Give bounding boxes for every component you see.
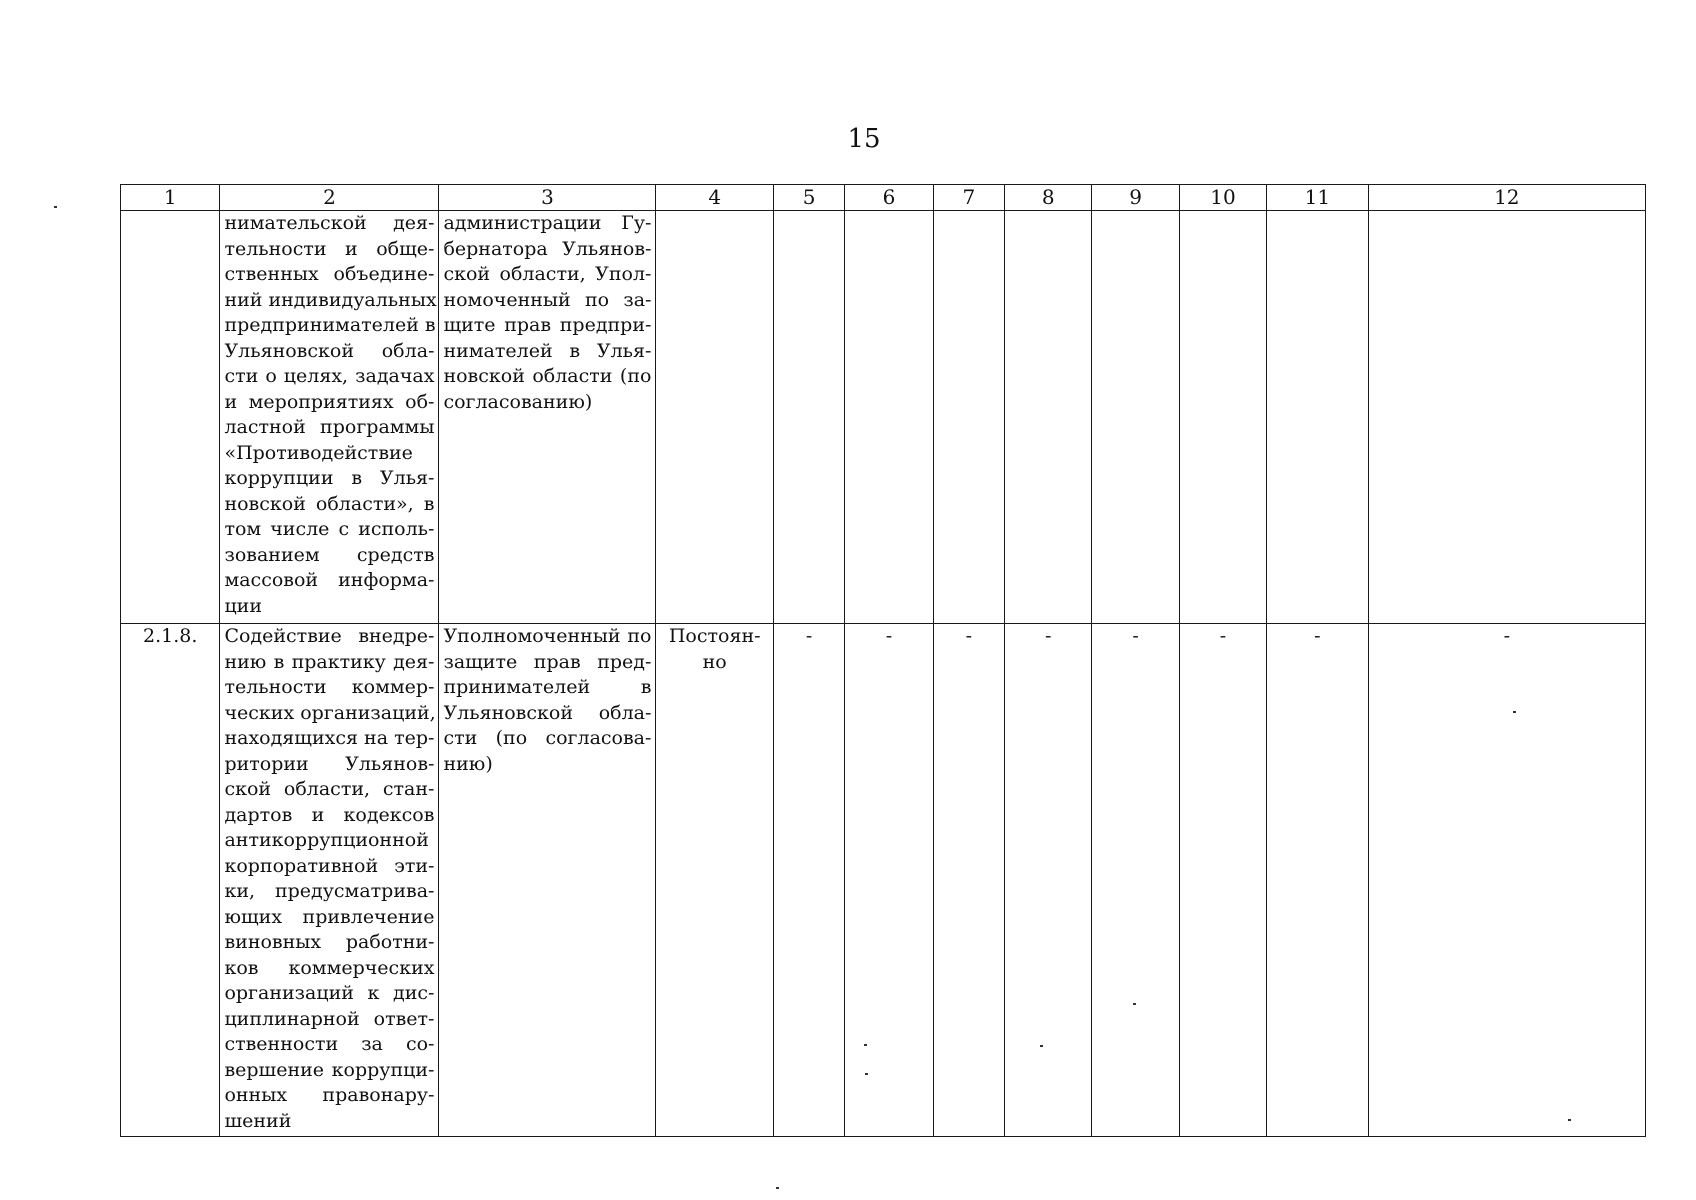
cell-text-line: находящихся на тер- (224, 727, 435, 749)
cell-text-line: ской области, стан- (224, 778, 435, 800)
cell-text-line: нимателей в Улья- (443, 339, 652, 362)
cell-text-line: онных правонару- (224, 1084, 435, 1106)
header-col-10: 10 (1179, 185, 1266, 211)
cell-text-line: но (702, 650, 727, 673)
header-col-4: 4 (656, 185, 774, 211)
cell-text-line: номоченный по за- (443, 288, 652, 311)
header-row (121, 185, 1646, 211)
cell-text-line: виновных работни- (224, 931, 435, 953)
value-cell-11 (1267, 211, 1368, 624)
deadline-cell (656, 211, 774, 624)
value-cell-10 (1179, 211, 1266, 624)
header-col-1: 1 (121, 185, 220, 211)
row-number-cell (121, 211, 220, 624)
cell-text-line: ков коммерческих (224, 956, 435, 979)
cell-text-line: ритории Ульянов- (224, 752, 435, 775)
value-cell-6 (845, 211, 933, 624)
scan-speck (864, 1044, 867, 1046)
cell-text-line: новской области (по (443, 365, 652, 387)
cell-text-line: сти о целях, задачах (224, 365, 435, 387)
cell-text-line: администрации Гу- (443, 212, 652, 234)
page-number: 15 (847, 124, 881, 154)
header-col-2: 2 (220, 185, 439, 211)
value-cell-8: - (1004, 624, 1091, 1137)
scan-speck (865, 1073, 868, 1075)
value-cell-8 (1004, 211, 1091, 624)
value-cell-5: - (773, 624, 844, 1137)
value-cell-6: - (845, 624, 933, 1137)
cell-text-line: сти (по согласова- (443, 727, 652, 749)
header-col-11: 11 (1267, 185, 1368, 211)
responsible-cell (439, 211, 656, 624)
cell-text-line: Ульяновской обла- (224, 339, 435, 362)
header-col-5: 5 (773, 185, 844, 211)
cell-text-line: принимателей в (443, 676, 652, 698)
responsible-cell (439, 624, 656, 1137)
cell-text-line: вершение коррупци- (224, 1058, 435, 1081)
value-cell-9 (1092, 211, 1179, 624)
cell-text-line: согласованию) (443, 390, 593, 413)
deadline-cell (656, 624, 774, 1137)
value-cell-11: - (1267, 624, 1368, 1137)
cell-text-line: ственности за со- (224, 1033, 435, 1055)
cell-text-line: предпринимателей в (224, 314, 436, 336)
table-row (121, 211, 1646, 624)
measure-description-cell (220, 211, 439, 624)
header-col-12: 12 (1368, 185, 1645, 211)
cell-text-line: ющих привлечение (224, 905, 435, 928)
cell-text-line: ластной программы (224, 416, 435, 438)
cell-text-line: коррупции в Улья- (224, 467, 435, 489)
cell-text-line: нию) (443, 752, 493, 775)
cell-text-line: ственных объедине- (224, 263, 435, 285)
cell-text-line: массовой информа- (224, 569, 435, 591)
scan-speck (776, 1187, 779, 1189)
cell-text-line: защите прав пред- (443, 650, 652, 673)
cell-text-line: ской области, Упол- (443, 263, 652, 285)
cell-text-line: том числе с исполь- (224, 518, 435, 540)
value-cell-12: - (1368, 624, 1645, 1137)
cell-text-line: ческих организаций, (224, 701, 436, 724)
value-cell-7: - (933, 624, 1004, 1137)
table-row (121, 624, 1646, 1137)
cell-text-line: тельности и обще- (224, 237, 435, 260)
measures-table (120, 184, 1646, 1137)
scan-speck (54, 206, 57, 208)
cell-text-line: зованием средств (224, 543, 435, 566)
scan-speck (1568, 1119, 1571, 1121)
value-cell-7 (933, 211, 1004, 624)
cell-text-line: «Противодействие (224, 441, 413, 464)
cell-text-line: нимательской дея- (224, 212, 435, 234)
cell-text-line: ции (224, 594, 262, 617)
scan-speck (1133, 1003, 1136, 1005)
measure-description-cell (220, 624, 439, 1137)
cell-text-line: Содействие внедре- (224, 625, 435, 647)
cell-text-line: щите прав предпри- (443, 314, 652, 336)
value-cell-12 (1368, 211, 1645, 624)
cell-text-line: циплинарной ответ- (224, 1007, 435, 1030)
header-col-7: 7 (933, 185, 1004, 211)
cell-text-line: корпоративной эти- (224, 854, 435, 877)
header-col-3: 3 (439, 185, 656, 211)
cell-text-line: новской области», в (224, 492, 435, 515)
header-col-8: 8 (1004, 185, 1091, 211)
cell-text-line: нию в практику дея- (224, 650, 435, 673)
cell-text-line: ки, предусматрива- (224, 880, 435, 902)
cell-text-line: организаций к дис- (224, 982, 435, 1004)
cell-text-line: шений (224, 1109, 292, 1132)
row-number-cell: 2.1.8. (121, 624, 220, 1137)
value-cell-10: - (1179, 624, 1266, 1137)
cell-text-line: антикоррупционной (224, 829, 429, 851)
cell-text-line: ний индивидуальных (224, 288, 437, 311)
scan-speck (1513, 711, 1516, 713)
value-cell-5 (773, 211, 844, 624)
cell-text-line: бернатора Ульянов- (443, 237, 652, 260)
cell-text-line: дартов и кодексов (224, 803, 435, 826)
scan-speck (1040, 1045, 1043, 1047)
cell-text-line: Ульяновской обла- (443, 701, 652, 724)
cell-text-line: и мероприятиях об- (224, 390, 435, 413)
cell-text-line: Постоян- (668, 625, 761, 647)
header-col-6: 6 (845, 185, 933, 211)
value-cell-9: - (1092, 624, 1179, 1137)
cell-text-line: Уполномоченный по (443, 625, 652, 647)
header-col-9: 9 (1092, 185, 1179, 211)
cell-text-line: тельности коммер- (224, 676, 435, 698)
